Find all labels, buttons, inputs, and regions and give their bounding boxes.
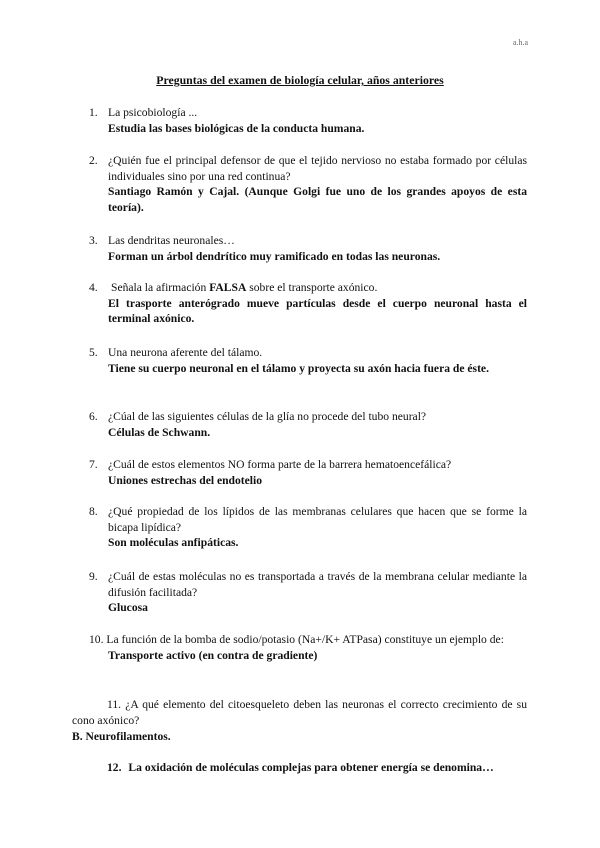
question-10 [89,632,527,663]
question-text: La psicobiología ... [108,106,198,119]
question-text-before: Señala la afirmación [111,281,210,294]
question-text: ¿Qué propiedad de los lípidos de las membranas celulares que hacen que se forme la bicapa lipídica? [108,505,527,534]
question-number: 5. [89,346,98,359]
question-text-after: sobre el transporte axónico. [246,281,378,294]
question-text: ¿Cuál de estos elementos NO forma parte de la barrera hematoencefálica? [108,458,452,471]
question-text: Una neurona aferente del tálamo. [108,346,263,359]
question-answer: Son moléculas anfipáticas. [108,536,239,549]
question-answer: Glucosa [108,601,148,614]
question-number: 6. [89,410,98,423]
question-number: 11. [107,698,122,711]
question-9 [89,569,527,616]
question-11 [72,697,527,745]
question-number: 8. [89,505,98,518]
question-answer: Santiago Ramón y Cajal. (Aunque Golgi fue uno de los grandes apoyos de esta teoría). [108,185,527,214]
question-text: La oxidación de moléculas complejas para obtener energía se denomina… [128,761,494,774]
question-4 [89,280,527,327]
question-number: 2. [89,154,98,167]
question-answer: B. Neurofilamentos. [72,730,171,743]
question-number: 9. [89,570,98,583]
question-number: 10. [89,633,104,646]
question-8 [89,504,527,551]
question-answer: Transporte activo (en contra de gradiente) [108,648,318,662]
question-text [111,280,527,296]
question-2 [89,153,527,215]
question-1 [89,105,527,136]
question-answer: Uniones estrechas del endotelio [108,473,263,487]
question-answer: Forman un árbol dendrítico muy ramificado en todas las neuronas. [108,249,441,263]
question-number: 7. [89,458,98,471]
question-number: 12. [107,761,122,774]
question-number: 4. [89,281,98,294]
question-answer: El trasporte anterógrado mueve partículas desde el cuerpo neuronal hasta el terminal axónico. [108,296,527,325]
page-title: Preguntas del examen de biología celular, años anteriores [156,73,444,87]
question-7 [89,457,527,488]
question-text [72,697,527,728]
question-answer: Células de Schwann. [108,425,211,439]
question-answer: Tiene su cuerpo neuronal en el tálamo y proyecta su axón hacia fuera de éste. [108,361,489,375]
question-text-body: La función de la bomba de sodio/potasio (Na+/K+ ATPasa) constituye un ejemplo de: [106,633,504,646]
question-text: ¿Quién fue el principal defensor de que el tejido nervioso no estaba formado por células individuales sino por una red continua? [108,154,527,183]
question-answer: Estudia las bases biológicas de la conducta humana. [108,121,365,135]
question-text [89,632,527,648]
corner-mark: a.h.a [512,38,528,47]
question-text: ¿Cúal de las siguientes células de la glía no procede del tubo neural? [108,410,427,423]
question-text-body: ¿A qué elemento del citoesqueleto deben las neuronas el correcto crecimiento de su cono axónico? [72,698,527,727]
question-12 [107,760,537,776]
question-text-emphasis: FALSA [209,281,247,294]
question-text: Las dendritas neuronales… [108,234,235,247]
question-number: 1. [89,106,98,119]
question-5 [89,345,527,376]
question-text: ¿Cuál de estas moléculas no es transportada a través de la membrana celular mediante la difusión facilitada? [108,570,527,599]
question-6 [89,409,527,440]
question-3 [89,233,527,264]
question-number: 3. [89,234,98,247]
